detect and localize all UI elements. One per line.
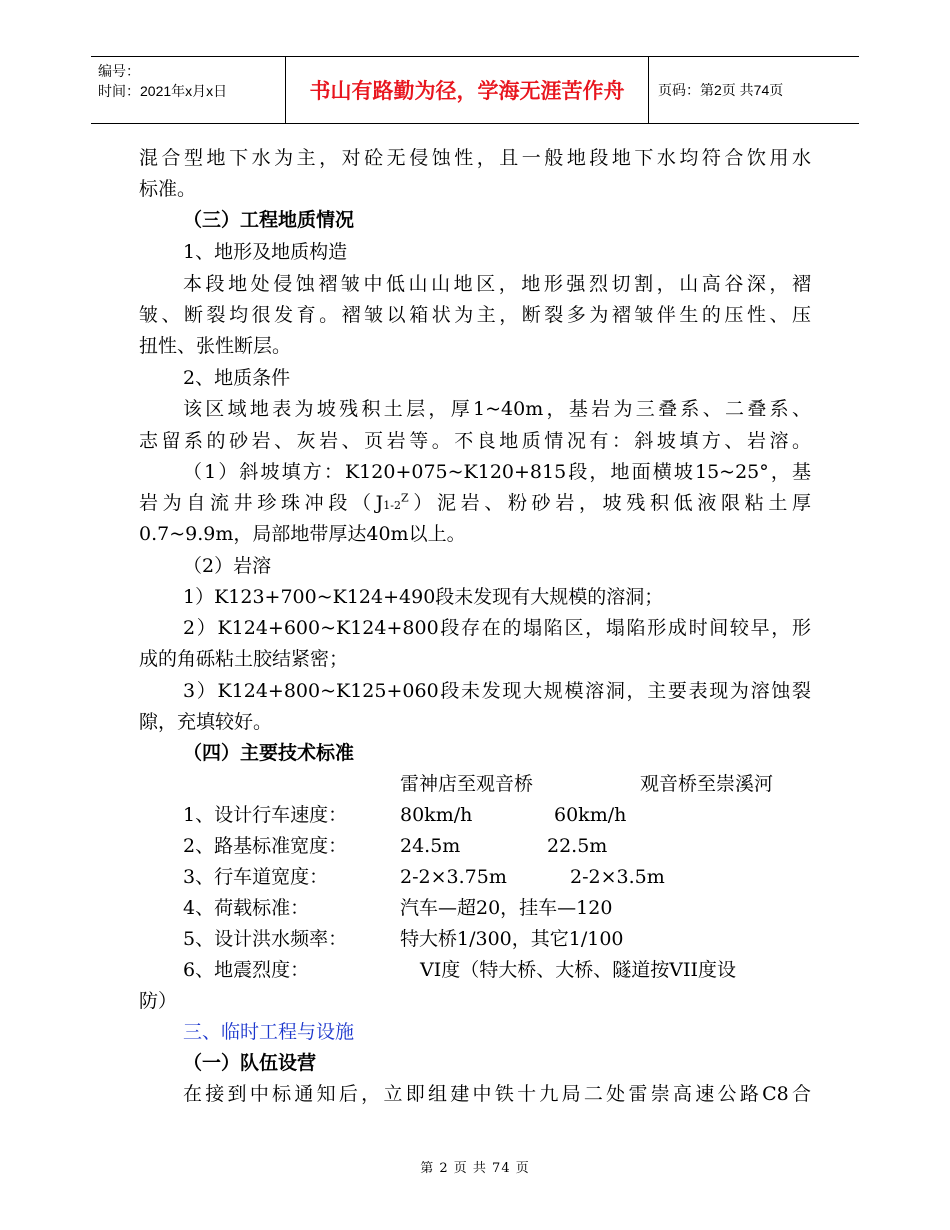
paragraph-line: 扭性、张性断层。: [139, 335, 292, 357]
list-item: 3）K124+800~K125+060段未发现大规模溶洞，主要表现为溶蚀裂: [183, 680, 811, 702]
subsection-heading: 1、地形及地质构造: [183, 241, 348, 263]
standards-row: [139, 800, 811, 830]
rock-line-subscript: 1-2: [383, 499, 401, 512]
list-item: 1）K123+700~K124+490段未发现有大规模的溶洞；: [183, 586, 664, 608]
paragraph-line: （1）斜坡填方：K120+075~K120+815段，地面横坡15~25°，基: [183, 461, 811, 483]
rock-line-pre: 岩为自流井珍珠冲段（J: [139, 492, 384, 514]
header-motto: 书山有路勤为径，学海无涯苦作舟: [285, 57, 649, 123]
standards-row-label: 2、路基标准宽度：: [183, 835, 348, 857]
paragraph-line: 0.7~9.9m，局部地带厚达40m以上。: [139, 523, 466, 545]
page-footer: 第 2 页 共 74 页: [420, 1161, 530, 1176]
standards-row: [139, 955, 811, 985]
standards-row-b: 60km/h: [554, 804, 627, 826]
paragraph-line: 隙，充填较好。: [139, 711, 273, 733]
standards-row: [139, 924, 811, 954]
paragraph-line: 本段地处侵蚀褶皱中低山山地区，地形强烈切割，山高谷深，褶: [183, 273, 811, 295]
section-heading: （三）工程地质情况: [183, 209, 355, 231]
subsection-heading: （2）岩溶: [183, 555, 272, 577]
standards-row: [139, 862, 811, 892]
standards-row-a: 特大桥1/300，其它1/100: [400, 928, 624, 950]
paragraph-line: [139, 488, 811, 518]
subsection-heading: 2、地质条件: [183, 367, 291, 389]
paragraph-line: 志留系的砂岩、灰岩、页岩等。不良地质情况有：斜坡填方、岩溶。: [139, 430, 811, 452]
header-meta: [91, 57, 285, 123]
standards-row-b: 2-2×3.5m: [570, 866, 665, 888]
standards-row: [139, 831, 811, 861]
section-heading: （一）队伍设营: [183, 1052, 317, 1074]
rock-line-post: ）泥岩、粉砂岩，坡残积低液限粘土厚: [408, 492, 811, 514]
standards-header: [139, 769, 811, 799]
chapter-heading: 三、临时工程与设施: [183, 1021, 355, 1043]
paragraph-line: 皱、断裂均很发育。褶皱以箱状为主，断裂多为褶皱伴生的压性、压: [139, 304, 811, 326]
standards-row-a: 80km/h: [400, 804, 473, 826]
standards-row-a: 汽车—超20，挂车—120: [400, 897, 613, 919]
standards-col-a: 雷神店至观音桥: [400, 773, 534, 795]
section-heading: （四）主要技术标准: [183, 742, 355, 764]
paragraph-line: 在接到中标通知后，立即组建中铁十九局二处雷崇高速公路C8合: [183, 1083, 811, 1105]
paragraph-line: 混合型地下水为主，对砼无侵蚀性，且一般地段地下水均符合饮用水: [139, 147, 811, 169]
standards-row-a: 2-2×3.75m: [400, 866, 507, 888]
header-time-label: 时间：2021年x月x日: [98, 83, 228, 99]
standards-row-label: 3、行车道宽度：: [183, 866, 329, 888]
paragraph-line: 该区域地表为坡残积土层，厚1~40m，基岩为三叠系、二叠系、: [183, 398, 811, 420]
standards-row-label: 1、设计行车速度：: [183, 804, 348, 826]
standards-col-b: 观音桥至崇溪河: [640, 773, 774, 795]
standards-row-label: 6、地震烈度：: [183, 959, 310, 981]
standards-row: [139, 893, 811, 923]
rock-line-superscript: Z: [401, 491, 409, 505]
header-number-label: 编号：: [98, 63, 140, 79]
standards-row-label: 5、设计洪水频率：: [183, 928, 348, 950]
page-header: [91, 56, 859, 124]
standards-row-a: 24.5m: [400, 835, 461, 857]
standards-row-b: 22.5m: [547, 835, 608, 857]
paragraph-line: 防）: [139, 990, 178, 1012]
list-item: 2）K124+600~K124+800段存在的塌陷区，塌陷形成时间较早，形: [183, 617, 811, 639]
standards-row-label: 4、荷载标准：: [183, 897, 310, 919]
paragraph-line: 标准。: [139, 178, 197, 200]
standards-row-a: VI度（特大桥、大桥、隧道按VII度设: [420, 959, 736, 981]
header-page-info: 页码：第2页 共74页: [658, 82, 784, 98]
paragraph-line: 成的角砾粘土胶结紧密；: [139, 648, 349, 670]
